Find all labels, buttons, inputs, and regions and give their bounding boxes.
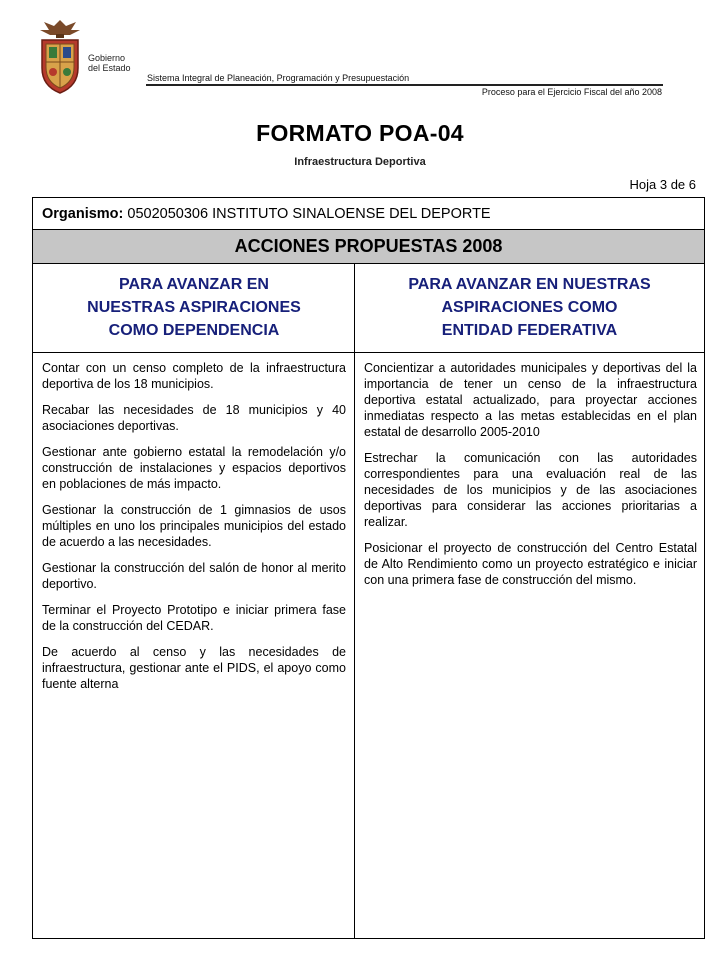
right-actions-list: [364, 360, 697, 598]
right-header-line: ASPIRACIONES COMO: [441, 299, 618, 316]
left-column-header: [33, 263, 355, 353]
list-item: Gestionar la construcción del salón de honor al merito deportivo.: [42, 561, 346, 591]
government-label: [88, 53, 131, 73]
government-line-1: Gobierno: [88, 53, 126, 63]
list-item: Estrechar la comunicación con las autoridades correspondientes para una evaluación real de las necesidades de los municipios y de las asociaciones deportivas para considerar las acciones prioritarias a realizar.: [364, 451, 697, 529]
sheet-number: Hoja 3 de 6: [629, 177, 696, 192]
organism-row: [33, 198, 704, 230]
list-item: Contar con un censo completo de la infraestructura deportiva de los 18 municipios.: [42, 361, 346, 391]
right-column-header: [355, 263, 704, 353]
left-header-line: COMO DEPENDENCIA: [108, 322, 280, 339]
organism-value: 0502050306 INSTITUTO SINALOENSE DEL DEPORTE: [127, 206, 491, 222]
system-name: Sistema Integral de Planeación, Programación y Presupuestación: [147, 73, 410, 83]
right-header-line: PARA AVANZAR EN NUESTRAS: [408, 276, 651, 293]
left-actions-list: [42, 360, 346, 702]
page-subtitle: Infraestructura Deportiva: [294, 156, 426, 168]
list-item: Posicionar el proyecto de construcción del Centro Estatal de Alto Rendimiento como un proyecto estratégico e iniciar con una primera fase de construcción del mismo.: [364, 541, 697, 587]
page-title: FORMATO POA-04: [256, 120, 464, 146]
left-header-line: PARA AVANZAR EN: [119, 276, 269, 293]
actions-table: [32, 197, 705, 939]
list-item: Concientizar a autoridades municipales y deportivas del la importancia de tener un censo de la infraestructura deportiva estatal actualizado, para proyectar acciones inmediatas respecto a las metas establecidas en el plan estatal de desarrollo 2005-2010: [364, 361, 697, 439]
state-seal-icon: [36, 16, 84, 96]
left-header-line: NUESTRAS ASPIRACIONES: [87, 299, 301, 316]
list-item: De acuerdo al censo y las necesidades de infraestructura, gestionar ante el PIDS, el apoyo como fuente alterna: [42, 645, 346, 691]
list-item: Gestionar ante gobierno estatal la remodelación y/o construcción de instalaciones y espacios deportivos en poblaciones de más impacto.: [42, 445, 346, 491]
right-header-line: ENTIDAD FEDERATIVA: [441, 322, 618, 339]
government-line-2: del Estado: [88, 63, 131, 73]
header-rule: [146, 84, 663, 86]
list-item: Gestionar la construcción de 1 gimnasios de usos múltiples en uno los principales municipios del estado de acuerdo a las necesidades.: [42, 503, 346, 549]
column-divider: [354, 263, 355, 939]
list-item: Recabar las necesidades de 18 municipios y 40 asociaciones deportivas.: [42, 403, 346, 433]
section-title: ACCIONES PROPUESTAS 2008: [33, 230, 704, 264]
process-label: Proceso para el Ejercicio Fiscal del año 2008: [481, 87, 662, 97]
list-item: Terminar el Proyecto Prototipo e iniciar primera fase de la construcción del CEDAR.: [42, 603, 346, 633]
organism-label: Organismo:: [42, 206, 124, 222]
